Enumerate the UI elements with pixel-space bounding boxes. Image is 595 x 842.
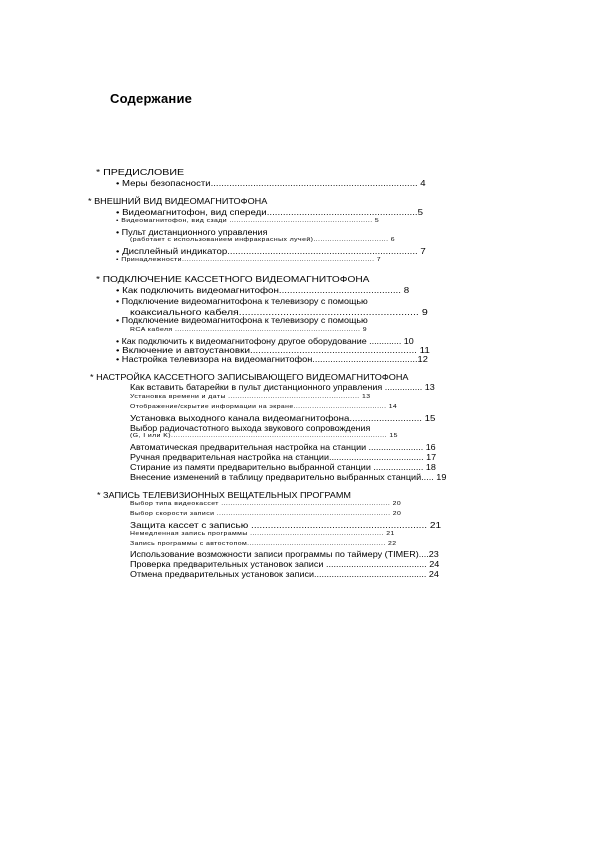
toc-entry: Ручная предварительная настройка на станции...................................... 17: [130, 452, 437, 462]
toc-entry: • Как подключить к видеомагнитофону другое оборудование ............. 10: [116, 336, 414, 346]
section-heading: * НАСТРОЙКА КАССЕТНОГО ЗАПИСЫВАЮЩЕГО ВИДЕОМАГНИТОФОНА: [90, 372, 409, 382]
toc-entry: • Как подключить видеомагнитофон............................................. 8: [116, 285, 410, 295]
toc-entry: Стирание из памяти предварительно выбранной станции .................... 18: [130, 462, 436, 472]
toc-entry: Как вставить батарейки в пульт дистанционного управления ............... 13: [130, 382, 435, 392]
toc-entry: Немедленная запись программы ......................................................... 21: [130, 531, 395, 537]
section-heading: * ЗАПИСЬ ТЕЛЕВИЗИОННЫХ ВЕЩАТЕЛЬНЫХ ПРОГРАММ: [97, 490, 351, 500]
toc-entry: Выбор типа видеокассет ........................................................................ 20: [130, 501, 402, 507]
toc-entry: Установка выходного канала видеомагнитофона........................... 15: [130, 413, 436, 423]
toc-entry: Запись программы с автостопом........................................................... 22: [130, 541, 397, 547]
toc-entry-label: • Пульт дистанционного управления: [116, 227, 268, 237]
section-heading: * ПРЕДИСЛОВИЕ: [96, 167, 185, 177]
toc-entry: Отображение/скрытие информации на экране........................................ 14: [130, 404, 398, 410]
toc-entry: Установка времени и даты ........................................................ 13: [130, 394, 371, 400]
toc-entry: Проверка предварительных установок записи ........................................ 24: [130, 559, 440, 569]
toc-entry-continuation: (работает с использованием инфракрасных лучей)................................ 6: [130, 237, 396, 243]
toc-entry: • Дисплейный индикатор....................................................................... 7: [116, 246, 426, 256]
toc-entry: • Видеомагнитофон, вид сзади ............................................................. 5: [116, 218, 380, 224]
page-title: Содержание: [110, 91, 193, 106]
toc-entry-continuation: RCA кабеля ............................................................................... 9: [130, 327, 368, 333]
toc-entry: • Принадлежности.................................................................................. 7: [116, 257, 382, 263]
toc-entry: Защита кассет с записью ............................................................... 21: [130, 520, 442, 530]
toc-entry: Выбор скорости записи .......................................................................... 20: [130, 511, 402, 517]
toc-entry-label: • Подключение видеомагнитофона к телевизору с помощью: [116, 296, 368, 306]
toc-entry: Внесение изменений в таблицу предварительно выбранных станций..... 19: [130, 472, 447, 482]
toc-entry-continuation: коаксиального кабеля............................................................. 9: [130, 307, 428, 317]
toc-entry: Использование возможности записи программы по таймеру (TIMER)....23: [130, 549, 439, 559]
section-heading: * ПОДКЛЮЧЕНИЕ КАССЕТНОГО ВИДЕОМАГНИТОФОНА: [96, 274, 370, 284]
toc-entry-label: • Подключение видеомагнитофона к телевизору с помощью: [116, 315, 368, 325]
toc-entry: Отмена предварительных установок записи............................................. 24: [130, 569, 439, 579]
toc-entry-continuation: (G, I или K)............................................................................................ 15: [130, 433, 398, 439]
toc-entry-label: Выбор радиочастотного выхода звукового сопровождения: [130, 423, 371, 433]
toc-entry: • Видеомагнитофон, вид спереди........................................................5: [116, 207, 424, 217]
toc-entry: • Меры безопасности.............................................................................. 4: [116, 178, 426, 188]
toc-entry: Автоматическая предварительная настройка на станции ...................... 16: [130, 442, 436, 452]
section-heading: * ВНЕШНИЙ ВИД ВИДЕОМАГНИТОФОНА: [88, 196, 268, 206]
toc-entry: • Включение и автоустановки............................................................. 11: [116, 345, 430, 355]
toc-entry: • Настройка телевизора на видеомагнитофон.........................................12: [116, 354, 428, 364]
